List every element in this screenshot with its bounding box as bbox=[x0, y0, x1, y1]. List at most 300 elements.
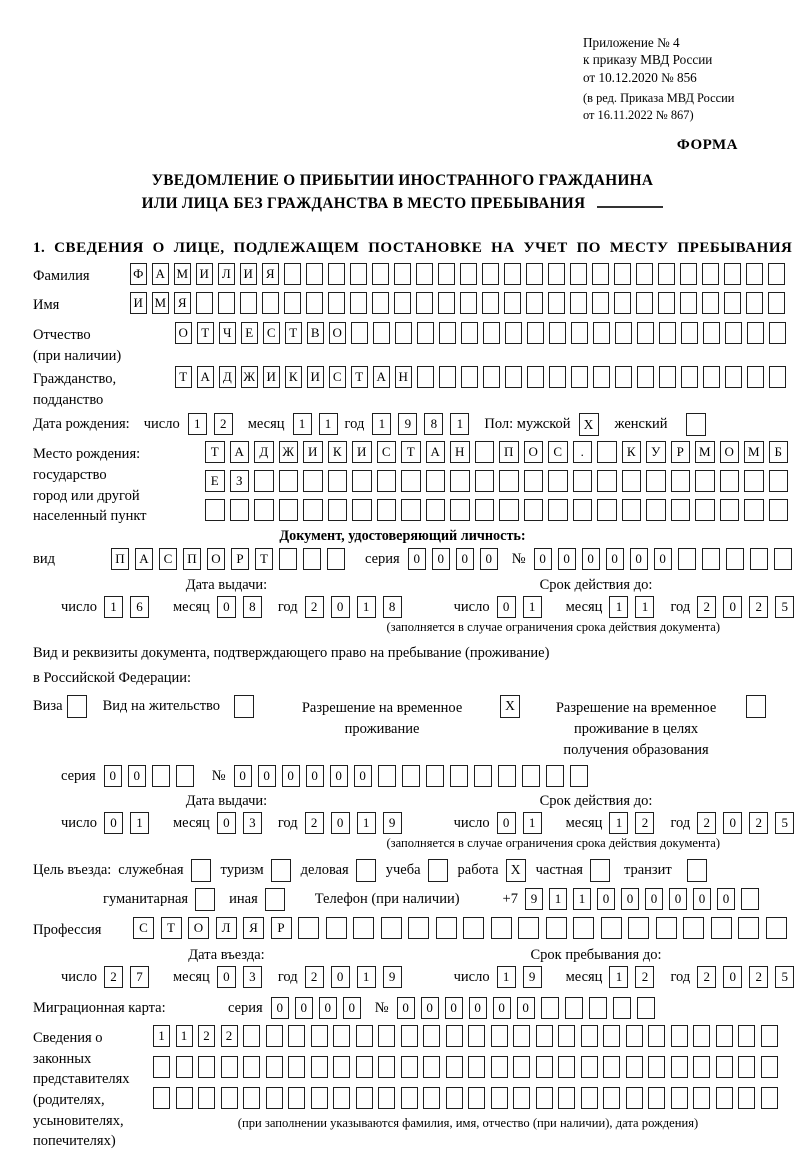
char-cell[interactable]: М bbox=[744, 441, 764, 463]
char-cell[interactable]: 0 bbox=[480, 548, 498, 570]
char-cell[interactable] bbox=[724, 263, 741, 285]
char-cell[interactable] bbox=[491, 1025, 508, 1047]
char-cell[interactable] bbox=[536, 1056, 553, 1078]
char-cell[interactable] bbox=[637, 997, 655, 1019]
char-cell[interactable] bbox=[288, 1025, 305, 1047]
char-cell[interactable]: О bbox=[207, 548, 225, 570]
char-cell[interactable] bbox=[377, 499, 397, 521]
char-cell[interactable] bbox=[513, 1087, 530, 1109]
char-cell[interactable] bbox=[446, 1056, 463, 1078]
char-cell[interactable] bbox=[725, 322, 742, 344]
char-cell[interactable]: 0 bbox=[517, 997, 535, 1019]
char-cell[interactable] bbox=[262, 292, 279, 314]
char-cell[interactable] bbox=[761, 1056, 778, 1078]
char-cell[interactable] bbox=[240, 292, 257, 314]
char-cell[interactable]: О bbox=[524, 441, 544, 463]
char-cell[interactable] bbox=[695, 499, 715, 521]
char-cell[interactable]: Н bbox=[450, 441, 470, 463]
char-cell[interactable] bbox=[356, 1087, 373, 1109]
char-cell[interactable]: Ф bbox=[130, 263, 147, 285]
char-cell[interactable] bbox=[475, 499, 495, 521]
char-cell[interactable] bbox=[522, 765, 540, 787]
char-cell[interactable]: 0 bbox=[493, 997, 511, 1019]
char-cell[interactable] bbox=[581, 1025, 598, 1047]
char-cell[interactable] bbox=[603, 1087, 620, 1109]
char-cell[interactable] bbox=[350, 292, 367, 314]
char-cell[interactable] bbox=[218, 292, 235, 314]
char-cell[interactable] bbox=[680, 292, 697, 314]
char-cell[interactable]: Л bbox=[216, 917, 237, 939]
char-cell[interactable]: 2 bbox=[221, 1025, 238, 1047]
char-cell[interactable] bbox=[656, 917, 677, 939]
char-cell[interactable] bbox=[747, 322, 764, 344]
char-cell[interactable]: 7 bbox=[130, 966, 149, 988]
char-cell[interactable] bbox=[768, 263, 785, 285]
char-cell[interactable] bbox=[401, 1056, 418, 1078]
char-cell[interactable] bbox=[394, 292, 411, 314]
char-cell[interactable] bbox=[659, 322, 676, 344]
char-cell[interactable]: 2 bbox=[697, 966, 716, 988]
char-cell[interactable] bbox=[536, 1025, 553, 1047]
char-cell[interactable] bbox=[198, 1056, 215, 1078]
char-cell[interactable]: 0 bbox=[104, 812, 123, 834]
char-cell[interactable]: Д bbox=[254, 441, 274, 463]
char-cell[interactable]: С bbox=[133, 917, 154, 939]
char-cell[interactable] bbox=[703, 366, 720, 388]
char-cell[interactable] bbox=[401, 470, 421, 492]
char-cell[interactable]: 2 bbox=[635, 966, 654, 988]
char-cell[interactable] bbox=[243, 1025, 260, 1047]
char-cell[interactable]: А bbox=[373, 366, 390, 388]
char-cell[interactable]: С bbox=[329, 366, 346, 388]
char-cell[interactable]: Б bbox=[769, 441, 789, 463]
char-cell[interactable] bbox=[401, 499, 421, 521]
char-cell[interactable]: 1 bbox=[130, 812, 149, 834]
char-cell[interactable] bbox=[681, 366, 698, 388]
char-cell[interactable]: 1 bbox=[609, 966, 628, 988]
char-cell[interactable]: Е bbox=[241, 322, 258, 344]
char-cell[interactable]: Т bbox=[205, 441, 225, 463]
char-cell[interactable]: 2 bbox=[749, 596, 768, 618]
char-cell[interactable] bbox=[626, 1087, 643, 1109]
char-cell[interactable]: 0 bbox=[217, 812, 236, 834]
char-cell[interactable] bbox=[153, 1056, 170, 1078]
char-cell[interactable]: 0 bbox=[606, 548, 624, 570]
char-cell[interactable] bbox=[284, 292, 301, 314]
char-cell[interactable]: 9 bbox=[398, 413, 417, 435]
char-cell[interactable] bbox=[284, 263, 301, 285]
char-cell[interactable]: И bbox=[307, 366, 324, 388]
char-cell[interactable] bbox=[573, 917, 594, 939]
char-cell[interactable]: М bbox=[695, 441, 715, 463]
char-cell[interactable]: 8 bbox=[383, 596, 402, 618]
char-cell[interactable]: Т bbox=[401, 441, 421, 463]
char-cell[interactable] bbox=[671, 1087, 688, 1109]
char-cell[interactable]: 0 bbox=[354, 765, 372, 787]
char-cell[interactable] bbox=[221, 1056, 238, 1078]
char-cell[interactable] bbox=[768, 292, 785, 314]
char-cell[interactable] bbox=[279, 548, 297, 570]
char-cell[interactable] bbox=[408, 917, 429, 939]
char-cell[interactable] bbox=[153, 1087, 170, 1109]
char-cell[interactable]: 0 bbox=[331, 812, 350, 834]
char-cell[interactable]: 0 bbox=[582, 548, 600, 570]
char-cell[interactable] bbox=[570, 292, 587, 314]
char-cell[interactable]: 1 bbox=[357, 812, 376, 834]
char-cell[interactable] bbox=[548, 470, 568, 492]
char-cell[interactable]: 0 bbox=[723, 596, 742, 618]
purpose-study-checkbox[interactable] bbox=[428, 859, 448, 882]
char-cell[interactable]: Т bbox=[285, 322, 302, 344]
char-cell[interactable]: Я bbox=[262, 263, 279, 285]
char-cell[interactable] bbox=[570, 263, 587, 285]
char-cell[interactable] bbox=[243, 1056, 260, 1078]
char-cell[interactable]: 1 bbox=[635, 596, 654, 618]
char-cell[interactable] bbox=[603, 1056, 620, 1078]
char-cell[interactable] bbox=[279, 499, 299, 521]
char-cell[interactable] bbox=[769, 322, 786, 344]
char-cell[interactable] bbox=[352, 499, 372, 521]
char-cell[interactable] bbox=[328, 499, 348, 521]
purpose-humanitarian-checkbox[interactable] bbox=[195, 888, 215, 911]
char-cell[interactable]: 0 bbox=[397, 997, 415, 1019]
char-cell[interactable] bbox=[716, 1087, 733, 1109]
char-cell[interactable] bbox=[558, 1025, 575, 1047]
char-cell[interactable] bbox=[460, 292, 477, 314]
char-cell[interactable] bbox=[176, 1087, 193, 1109]
char-cell[interactable]: 0 bbox=[343, 997, 361, 1019]
char-cell[interactable] bbox=[658, 292, 675, 314]
char-cell[interactable]: 1 bbox=[372, 413, 391, 435]
male-checkbox[interactable]: X bbox=[579, 413, 599, 436]
char-cell[interactable] bbox=[693, 1056, 710, 1078]
char-cell[interactable] bbox=[695, 470, 715, 492]
char-cell[interactable]: П bbox=[499, 441, 519, 463]
char-cell[interactable] bbox=[254, 499, 274, 521]
char-cell[interactable] bbox=[678, 548, 696, 570]
char-cell[interactable]: С bbox=[263, 322, 280, 344]
char-cell[interactable] bbox=[546, 765, 564, 787]
char-cell[interactable]: И bbox=[240, 263, 257, 285]
char-cell[interactable] bbox=[504, 263, 521, 285]
char-cell[interactable] bbox=[597, 499, 617, 521]
char-cell[interactable]: 0 bbox=[654, 548, 672, 570]
char-cell[interactable] bbox=[693, 1025, 710, 1047]
char-cell[interactable] bbox=[513, 1056, 530, 1078]
char-cell[interactable] bbox=[463, 917, 484, 939]
char-cell[interactable]: М bbox=[174, 263, 191, 285]
char-cell[interactable] bbox=[680, 263, 697, 285]
char-cell[interactable] bbox=[416, 263, 433, 285]
char-cell[interactable] bbox=[254, 470, 274, 492]
char-cell[interactable] bbox=[401, 1087, 418, 1109]
char-cell[interactable] bbox=[378, 765, 396, 787]
char-cell[interactable] bbox=[395, 322, 412, 344]
purpose-transit-checkbox[interactable] bbox=[687, 859, 707, 882]
char-cell[interactable]: П bbox=[111, 548, 129, 570]
char-cell[interactable] bbox=[499, 499, 519, 521]
char-cell[interactable]: А bbox=[152, 263, 169, 285]
char-cell[interactable] bbox=[176, 765, 194, 787]
char-cell[interactable] bbox=[333, 1025, 350, 1047]
char-cell[interactable] bbox=[636, 263, 653, 285]
char-cell[interactable] bbox=[658, 263, 675, 285]
char-cell[interactable]: 9 bbox=[525, 888, 543, 910]
visa-checkbox[interactable] bbox=[67, 695, 87, 718]
char-cell[interactable]: 0 bbox=[217, 596, 236, 618]
char-cell[interactable]: 9 bbox=[523, 966, 542, 988]
char-cell[interactable] bbox=[747, 366, 764, 388]
char-cell[interactable] bbox=[716, 1025, 733, 1047]
char-cell[interactable] bbox=[769, 470, 789, 492]
char-cell[interactable] bbox=[597, 441, 617, 463]
char-cell[interactable]: К bbox=[285, 366, 302, 388]
char-cell[interactable]: 0 bbox=[104, 765, 122, 787]
char-cell[interactable] bbox=[571, 322, 588, 344]
char-cell[interactable] bbox=[571, 366, 588, 388]
char-cell[interactable] bbox=[750, 548, 768, 570]
char-cell[interactable]: Т bbox=[175, 366, 192, 388]
char-cell[interactable] bbox=[205, 499, 225, 521]
char-cell[interactable] bbox=[603, 1025, 620, 1047]
char-cell[interactable] bbox=[702, 292, 719, 314]
residence-permit-checkbox[interactable] bbox=[234, 695, 254, 718]
char-cell[interactable]: Т bbox=[351, 366, 368, 388]
char-cell[interactable] bbox=[593, 322, 610, 344]
char-cell[interactable] bbox=[720, 499, 740, 521]
char-cell[interactable] bbox=[746, 263, 763, 285]
char-cell[interactable] bbox=[482, 292, 499, 314]
char-cell[interactable] bbox=[725, 366, 742, 388]
char-cell[interactable] bbox=[372, 292, 389, 314]
char-cell[interactable]: 0 bbox=[630, 548, 648, 570]
char-cell[interactable] bbox=[439, 322, 456, 344]
char-cell[interactable] bbox=[524, 499, 544, 521]
char-cell[interactable] bbox=[513, 1025, 530, 1047]
char-cell[interactable]: 2 bbox=[198, 1025, 215, 1047]
char-cell[interactable] bbox=[416, 292, 433, 314]
char-cell[interactable] bbox=[570, 765, 588, 787]
char-cell[interactable]: 1 bbox=[497, 966, 516, 988]
char-cell[interactable]: 1 bbox=[523, 596, 542, 618]
char-cell[interactable] bbox=[499, 470, 519, 492]
char-cell[interactable] bbox=[527, 366, 544, 388]
char-cell[interactable]: 0 bbox=[469, 997, 487, 1019]
char-cell[interactable]: 0 bbox=[330, 765, 348, 787]
char-cell[interactable] bbox=[702, 263, 719, 285]
char-cell[interactable] bbox=[761, 1025, 778, 1047]
char-cell[interactable]: 1 bbox=[153, 1025, 170, 1047]
char-cell[interactable] bbox=[288, 1056, 305, 1078]
char-cell[interactable] bbox=[352, 470, 372, 492]
char-cell[interactable] bbox=[546, 917, 567, 939]
char-cell[interactable]: И bbox=[352, 441, 372, 463]
char-cell[interactable]: 0 bbox=[234, 765, 252, 787]
char-cell[interactable]: 0 bbox=[432, 548, 450, 570]
char-cell[interactable]: 2 bbox=[749, 812, 768, 834]
char-cell[interactable]: М bbox=[152, 292, 169, 314]
char-cell[interactable] bbox=[475, 470, 495, 492]
char-cell[interactable] bbox=[423, 1025, 440, 1047]
char-cell[interactable] bbox=[450, 499, 470, 521]
char-cell[interactable] bbox=[671, 499, 691, 521]
char-cell[interactable]: Т bbox=[197, 322, 214, 344]
char-cell[interactable]: 2 bbox=[305, 966, 324, 988]
char-cell[interactable]: К bbox=[328, 441, 348, 463]
char-cell[interactable]: С bbox=[548, 441, 568, 463]
char-cell[interactable]: 1 bbox=[319, 413, 338, 435]
char-cell[interactable] bbox=[738, 917, 759, 939]
char-cell[interactable]: 1 bbox=[357, 596, 376, 618]
char-cell[interactable] bbox=[573, 470, 593, 492]
char-cell[interactable] bbox=[648, 1087, 665, 1109]
char-cell[interactable] bbox=[423, 1087, 440, 1109]
char-cell[interactable] bbox=[744, 499, 764, 521]
char-cell[interactable] bbox=[703, 322, 720, 344]
char-cell[interactable] bbox=[198, 1087, 215, 1109]
char-cell[interactable]: 2 bbox=[635, 812, 654, 834]
char-cell[interactable]: 0 bbox=[645, 888, 663, 910]
char-cell[interactable] bbox=[328, 470, 348, 492]
char-cell[interactable]: 0 bbox=[282, 765, 300, 787]
char-cell[interactable] bbox=[615, 366, 632, 388]
char-cell[interactable] bbox=[659, 366, 676, 388]
char-cell[interactable] bbox=[468, 1025, 485, 1047]
char-cell[interactable] bbox=[450, 470, 470, 492]
char-cell[interactable] bbox=[548, 292, 565, 314]
char-cell[interactable]: 8 bbox=[243, 596, 262, 618]
char-cell[interactable] bbox=[581, 1056, 598, 1078]
char-cell[interactable] bbox=[746, 292, 763, 314]
char-cell[interactable] bbox=[711, 917, 732, 939]
char-cell[interactable] bbox=[527, 322, 544, 344]
char-cell[interactable]: 0 bbox=[331, 966, 350, 988]
char-cell[interactable] bbox=[504, 292, 521, 314]
char-cell[interactable] bbox=[593, 366, 610, 388]
char-cell[interactable] bbox=[306, 263, 323, 285]
char-cell[interactable]: 1 bbox=[188, 413, 207, 435]
char-cell[interactable] bbox=[601, 917, 622, 939]
char-cell[interactable] bbox=[401, 1025, 418, 1047]
char-cell[interactable] bbox=[328, 292, 345, 314]
char-cell[interactable]: 0 bbox=[271, 997, 289, 1019]
char-cell[interactable] bbox=[720, 470, 740, 492]
char-cell[interactable] bbox=[326, 917, 347, 939]
temp-residence-checkbox[interactable]: X bbox=[500, 695, 520, 718]
char-cell[interactable] bbox=[716, 1056, 733, 1078]
char-cell[interactable]: 2 bbox=[305, 812, 324, 834]
char-cell[interactable] bbox=[450, 765, 468, 787]
char-cell[interactable]: Е bbox=[205, 470, 225, 492]
char-cell[interactable] bbox=[498, 765, 516, 787]
char-cell[interactable]: 2 bbox=[749, 966, 768, 988]
char-cell[interactable] bbox=[565, 997, 583, 1019]
char-cell[interactable] bbox=[460, 263, 477, 285]
char-cell[interactable]: Н bbox=[395, 366, 412, 388]
char-cell[interactable] bbox=[626, 1025, 643, 1047]
char-cell[interactable] bbox=[549, 322, 566, 344]
char-cell[interactable] bbox=[446, 1025, 463, 1047]
temp-residence-edu-checkbox[interactable] bbox=[746, 695, 766, 718]
char-cell[interactable] bbox=[761, 1087, 778, 1109]
char-cell[interactable] bbox=[592, 263, 609, 285]
char-cell[interactable]: Л bbox=[218, 263, 235, 285]
char-cell[interactable] bbox=[581, 1087, 598, 1109]
char-cell[interactable] bbox=[298, 917, 319, 939]
char-cell[interactable] bbox=[439, 366, 456, 388]
char-cell[interactable]: 2 bbox=[697, 596, 716, 618]
char-cell[interactable] bbox=[526, 263, 543, 285]
char-cell[interactable] bbox=[328, 263, 345, 285]
char-cell[interactable]: 3 bbox=[243, 966, 262, 988]
char-cell[interactable] bbox=[483, 366, 500, 388]
char-cell[interactable] bbox=[438, 292, 455, 314]
char-cell[interactable] bbox=[394, 263, 411, 285]
char-cell[interactable] bbox=[266, 1056, 283, 1078]
char-cell[interactable] bbox=[628, 917, 649, 939]
char-cell[interactable] bbox=[646, 470, 666, 492]
char-cell[interactable]: 1 bbox=[293, 413, 312, 435]
char-cell[interactable] bbox=[475, 441, 495, 463]
char-cell[interactable]: 0 bbox=[693, 888, 711, 910]
char-cell[interactable]: 2 bbox=[104, 966, 123, 988]
char-cell[interactable] bbox=[766, 917, 787, 939]
char-cell[interactable]: 1 bbox=[450, 413, 469, 435]
char-cell[interactable] bbox=[243, 1087, 260, 1109]
char-cell[interactable] bbox=[738, 1025, 755, 1047]
char-cell[interactable] bbox=[505, 366, 522, 388]
char-cell[interactable]: 1 bbox=[609, 596, 628, 618]
char-cell[interactable]: 5 bbox=[775, 812, 794, 834]
char-cell[interactable]: Ж bbox=[279, 441, 299, 463]
char-cell[interactable] bbox=[378, 1056, 395, 1078]
char-cell[interactable] bbox=[377, 470, 397, 492]
char-cell[interactable]: 3 bbox=[243, 812, 262, 834]
char-cell[interactable]: А bbox=[230, 441, 250, 463]
char-cell[interactable]: 0 bbox=[421, 997, 439, 1019]
char-cell[interactable] bbox=[152, 765, 170, 787]
char-cell[interactable]: К bbox=[622, 441, 642, 463]
char-cell[interactable] bbox=[693, 1087, 710, 1109]
char-cell[interactable]: Р bbox=[271, 917, 292, 939]
purpose-other-checkbox[interactable] bbox=[265, 888, 285, 911]
char-cell[interactable] bbox=[597, 470, 617, 492]
purpose-private-checkbox[interactable] bbox=[590, 859, 610, 882]
char-cell[interactable] bbox=[423, 1056, 440, 1078]
char-cell[interactable] bbox=[769, 499, 789, 521]
char-cell[interactable]: 5 bbox=[775, 596, 794, 618]
char-cell[interactable] bbox=[482, 263, 499, 285]
char-cell[interactable]: 0 bbox=[408, 548, 426, 570]
char-cell[interactable] bbox=[681, 322, 698, 344]
char-cell[interactable] bbox=[333, 1056, 350, 1078]
char-cell[interactable] bbox=[637, 322, 654, 344]
char-cell[interactable] bbox=[592, 292, 609, 314]
char-cell[interactable]: 0 bbox=[597, 888, 615, 910]
char-cell[interactable] bbox=[738, 1056, 755, 1078]
char-cell[interactable] bbox=[744, 470, 764, 492]
char-cell[interactable] bbox=[683, 917, 704, 939]
char-cell[interactable]: О bbox=[188, 917, 209, 939]
char-cell[interactable]: О bbox=[329, 322, 346, 344]
char-cell[interactable] bbox=[426, 765, 444, 787]
char-cell[interactable] bbox=[671, 1025, 688, 1047]
char-cell[interactable]: . bbox=[573, 441, 593, 463]
char-cell[interactable] bbox=[176, 1056, 193, 1078]
char-cell[interactable] bbox=[378, 1025, 395, 1047]
char-cell[interactable]: 1 bbox=[357, 966, 376, 988]
char-cell[interactable]: О bbox=[175, 322, 192, 344]
